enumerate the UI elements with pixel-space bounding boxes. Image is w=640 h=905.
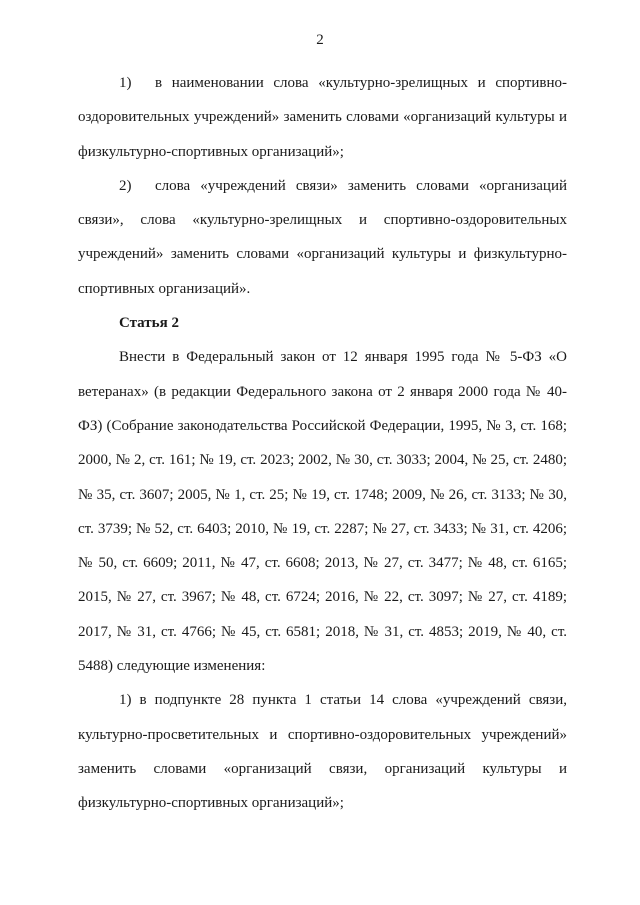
- list-item-number: 1): [119, 75, 132, 91]
- page-number: 2: [316, 32, 324, 48]
- article-item-1: 1) в подпункте 28 пункта 1 статьи 14 слова «учреждений связи, культурно-просветительных и спортивно-оздоровительных учреждений» заменить словами «организаций связи, организаций культуры и физкультурно-спортивных организаций»;: [78, 692, 567, 812]
- article-body: Внести в Федеральный закон от 12 января 1995 года № 5-ФЗ «О ветеранах» (в редакции Федерального закона от 2 января 2000 года № 40-ФЗ) (Собрание законодательства Российской Федерации, 1995, № 3, ст. 168; 2000, № 2, ст. 161; № 19, ст. 2023; 2002, № 30, ст. 3033; 2004, № 25, ст. 2480; № 35, ст. 3607; 2005, № 1, ст. 25; № 19, ст. 1748; 2009, № 26, ст. 3133; № 30, ст. 3739; № 52, ст. 6403; 2010, № 19, ст. 2287; № 27, ст. 3433; № 31, ст. 4206; № 50, ст. 6609; 2011, № 47, ст. 6608; 2013, № 27, ст. 3477; № 48, ст. 6165; 2015, № 27, ст. 3967; № 48, ст. 6724; 2016, № 22, ст. 3097; № 27, ст. 4189; 2017, № 31, ст. 4766; № 45, ст. 6581; 2018, № 31, ст. 4853; 2019, № 40, ст. 5488) следующие изменения:: [78, 349, 567, 675]
- document-body: [78, 66, 567, 821]
- list-item-text: слова «учреждений связи» заменить словами «организаций связи», слова «культурно-зрелищных и спортивно-оздоровительных учреждений» заменить словами «организаций культуры и физкультурно-спортивных организаций».: [78, 177, 567, 297]
- list-item-text: в наименовании слова «культурно-зрелищных и спортивно-оздоровительных учреждений» заменить словами «организаций культуры и физкультурно-спортивных организаций»;: [78, 75, 567, 160]
- list-item-2: [78, 169, 567, 306]
- article-heading: Статья 2: [119, 315, 179, 332]
- list-item-number: 2): [119, 177, 132, 194]
- list-item-1: [78, 66, 567, 169]
